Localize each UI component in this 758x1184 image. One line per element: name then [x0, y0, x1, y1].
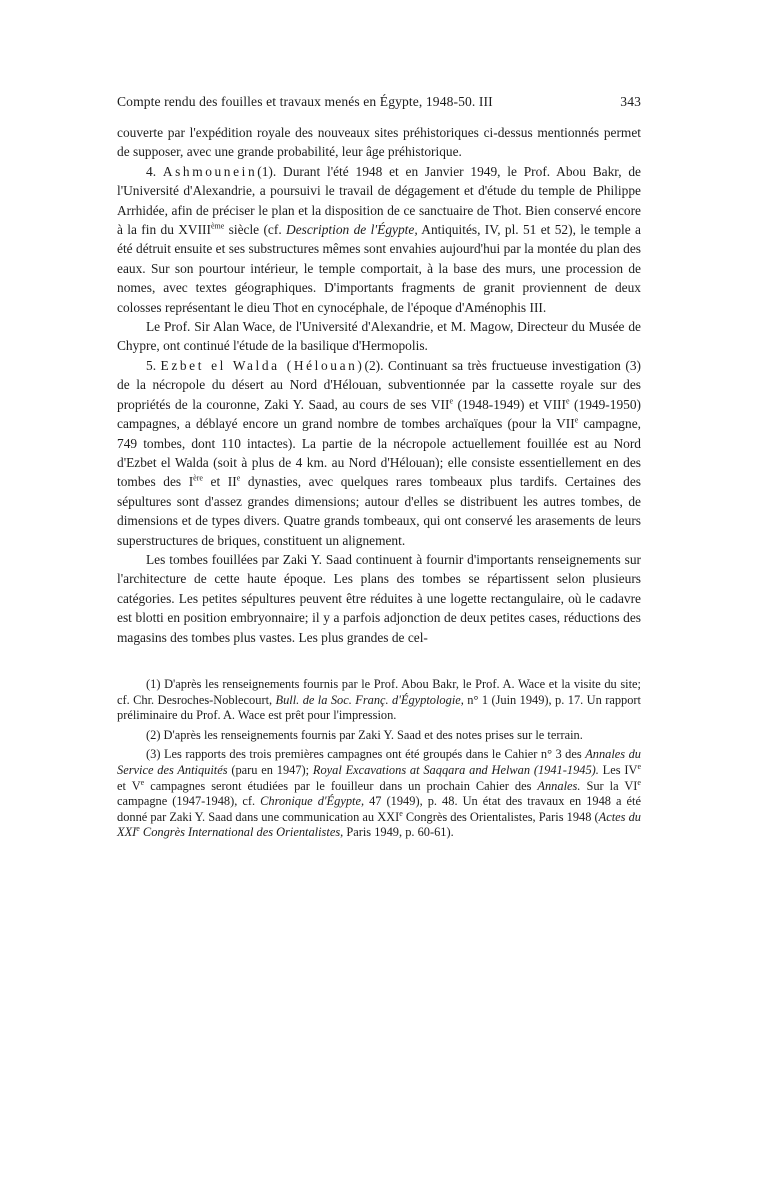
paragraph-text: couverte par l'expédition royale des nouveaux sites préhistoriques ci-dessus mentionnés permet de supposer, avec une grande probabilité, leur âge préhistorique.	[117, 125, 641, 160]
superscript: e	[637, 761, 641, 771]
paragraph-tombs	[117, 550, 641, 647]
footnote-text: Congrès des Orientalistes, Paris 1948 (	[402, 809, 599, 824]
citation-title: Description de l'Égypte,	[286, 222, 418, 238]
paragraph-text: Antiquités, IV, pl. 51 et 52), le temple a été détruit ensuite et ses substructures mêmes sont envahies aujourd'hui par la montée du plan des eaux. Sur son pourtour intérieur, le temple comportait, à la base des murs, une procession de nomes, avec textes géographiques. D'importants fragments de granit proviennent de deux colosses représentant le dieu Thot en cynocéphale, de l'époque d'Aménophis III.	[117, 222, 642, 315]
superscript: ère	[193, 473, 203, 483]
superscript: e	[637, 777, 641, 787]
paragraph-text: . Durant l'été 1948 et en Janvier 1949, le Prof. Abou Bakr, de l'Université d'Alexandrie, a poursuivi le travail de dégagement et d'étude du temple de Philippe Arrhidée, afin de préciser le plan et la disposition de ce sanctuaire de Thot. Bien conservé encore à la fin du XVIII	[117, 163, 641, 238]
superscript: e	[140, 777, 145, 787]
footnote-text: Paris 1949, p. 60-61).	[343, 825, 454, 840]
footnote-text: D'après les renseignements fournis par Zaki Y. Saad et des notes prises sur le terrain.	[160, 727, 583, 742]
superscript: e	[565, 396, 570, 406]
citation-title: Chronique d'Égypte,	[260, 794, 365, 809]
running-head-title: Compte rendu des fouilles et travaux menés en Égypte, 1948-50. III	[117, 94, 493, 109]
superscript: e	[449, 396, 453, 406]
superscript: ème	[210, 221, 225, 231]
citation-title: Annales.	[537, 778, 581, 793]
footnote-text: n° 1 (Juin 1949), p. 17. Un rapport préliminaire du Prof. A. Wace est prêt pour l'impression.	[117, 692, 641, 723]
paragraph-continuation	[117, 123, 641, 162]
footnote-ref: (1)	[257, 163, 273, 179]
section-number: 5.	[146, 357, 157, 373]
paragraph-text: de la nécropole du désert au Nord d'Hélouan, subventionnée par la cassette royale sur des propriétés de la couronne, Zaki Y. Saad, au cours de ses VII	[117, 377, 641, 412]
footnote-text: (paru en 1947);	[227, 762, 313, 777]
paragraph-ezbet-el-walda	[117, 356, 641, 550]
paragraph-ashmounein	[117, 162, 641, 317]
paragraph-text: et II	[202, 474, 237, 490]
paragraph-text: (1949-1950) campagnes, a déblayé encore un grand nombre de tombes archaïques (pour la VII	[117, 396, 641, 432]
footnote-text: Les rapports des trois premières campagnes ont été groupés dans le Cahier n° 3 des	[160, 747, 586, 762]
footnote-mark: (1)	[146, 676, 161, 691]
footnote-mark: (3)	[146, 747, 161, 762]
paragraph-text: Le Prof. Sir Alan Wace, de l'Université d'Alexandrie, et M. Magow, Directeur du Musée de Chypre, ont continué l'étude de la basilique d'Hermopolis.	[117, 319, 641, 354]
footnotes	[117, 677, 641, 841]
footnote-text: campagnes seront étudiées par le fouilleur dans un prochain Cahier des	[144, 778, 538, 793]
citation-title: Congrès International des Orientalistes,	[139, 825, 344, 840]
superscript: e	[399, 808, 403, 818]
paragraph-text: Les tombes fouillées par Zaki Y. Saad continuent à fournir d'importants renseignements sur l'architecture de cette haute époque. Les plans des tombes se répartissent selon plusieurs catégories. Les petites sépultures peuvent être réduites à une logette rectangulaire, où le cadavre est blotti en position embryonnaire; il y a parfois adjonction de deux petites cases, réductions des magasins des tombes plus vastes. Les plus grandes de cel-	[117, 551, 641, 645]
footnote-text: Les IV	[598, 762, 638, 777]
citation-title: Annales du Service des Antiquités	[117, 747, 641, 777]
footnote-mark: (2)	[146, 727, 161, 742]
superscript: e	[574, 415, 579, 425]
footnote-text: Sur la VI	[580, 778, 638, 793]
footnote-text: D'après les renseignements fournis par le Prof. Abou Bakr, le Prof. A. Wace et la visite du site; cf. Chr. Desroches-Noblecourt,	[117, 676, 641, 707]
paragraph-text: siècle (cf.	[224, 222, 287, 238]
footnote-ref: (2)	[364, 357, 381, 373]
citation-title: Bull. de la Soc. Franç. d'Égyptologie,	[275, 692, 464, 707]
footnote-text: 47 (1949), p. 48. Un état des travaux en 1948 a été donné par Zaki Y. Saad dans une communication au XXI	[117, 794, 641, 824]
footnote-1	[117, 677, 641, 724]
citation-title: Royal Excavations at Saqqara and Helwan (1941-1945).	[312, 762, 599, 777]
paragraph-text: . Continuant sa très fructueuse investigation	[380, 357, 626, 373]
page-number: 343	[620, 94, 641, 109]
document-page	[117, 92, 641, 841]
main-text	[117, 123, 641, 647]
superscript: e	[236, 473, 241, 483]
paragraph-text: dynasties, avec quelques rares tombeaux plus tardifs. Certaines des sépultures sont d'assez grandes dimensions; autour d'elles se distribuent les autres tombes, de dimensions et de types divers. Quatre grands tombeaux, qui ont conservé les arasements de leurs superstructures de briques, constituent un alignement.	[117, 474, 641, 548]
paragraph-text: campagne, 749 tombes, dont 110 intactes). La partie de la nécropole actuellement fouillée est au Nord d'Ezbet el Walda (soit à plus de 4 km. au Nord d'Hélouan); elle consiste essentiellement en des tombes des I	[117, 416, 641, 490]
running-head	[117, 92, 641, 112]
site-name: Ezbet el Walda (Hélouan)	[160, 357, 365, 373]
citation-title: Actes du XXI	[117, 809, 641, 840]
footnote-2	[117, 728, 641, 744]
paragraph-hermopolis	[117, 317, 641, 356]
site-name: Ashmounein	[162, 163, 258, 179]
footnote-text: et V	[117, 778, 141, 793]
footnote-3	[117, 747, 641, 841]
superscript: e	[136, 824, 140, 834]
footnote-text: campagne (1947-1948), cf.	[117, 794, 261, 809]
paragraph-text: (1948-1949) et VIII	[453, 396, 566, 412]
footnote-ref: (3)	[625, 357, 641, 373]
section-number: 4.	[146, 163, 157, 179]
